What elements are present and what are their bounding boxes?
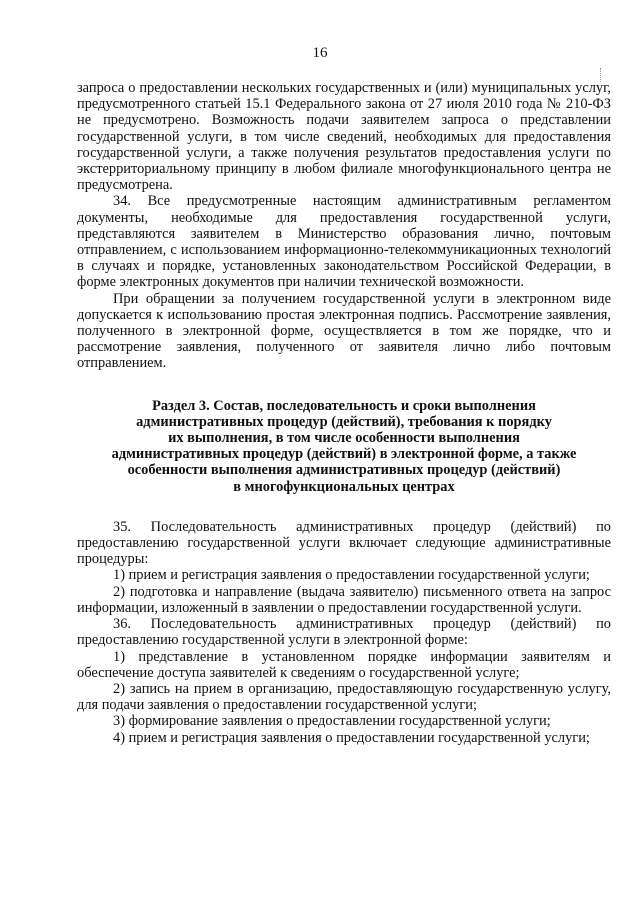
paragraph-continuation: запроса о предоставлении нескольких государственных и (или) муниципальных услуг, предусмотренного статьей 15.1 Федерального закона от 27 июля 2010 года № 210-ФЗ не предусмотрено. Возможность подачи заявителем запроса о представлении государственной услуги, в том числе сведений, необходимых для предоставления государственной услуги, а также получения результатов предоставления услуги по экстерриториальному принципу в любом филиале многофункционального центра не предусмотрена.	[77, 80, 611, 194]
list-item-36-1: 1) представление в установленном порядке информации заявителям и обеспечение доступа заявителей к сведениям о государственной услуге;	[77, 648, 611, 681]
section-heading-line: административных процедур (действий), требования к порядку	[136, 413, 552, 430]
list-item-36-2: 2) запись на прием в организацию, предоставляющую государственную услугу, для подачи заявления о предоставлении государственной услуги;	[77, 680, 611, 714]
list-item-35-1: 1) прием и регистрация заявления о предоставлении государственной услуги;	[113, 567, 590, 584]
paragraph-item-35: 35. Последовательность административных процедур (действий) по предоставлению государственной услуги включает следующие административные процедуры:	[77, 518, 611, 568]
section-heading-line: их выполнения, в том числе особенности выполнения	[168, 430, 520, 447]
section-heading	[77, 398, 611, 495]
section-heading-line: в многофункциональных центрах	[233, 478, 455, 495]
section-heading-line: особенности выполнения административных процедур (действий)	[127, 462, 561, 479]
list-item-36-4: 4) прием и регистрация заявления о предоставлении государственной услуги;	[113, 729, 590, 746]
list-item-36-3: 3) формирование заявления о предоставлении государственной услуги;	[113, 713, 551, 730]
paragraph-item-36: 36. Последовательность административных процедур (действий) по предоставлению государственной услуги в электронной форме:	[77, 616, 611, 649]
paragraph-electronic-signature: При обращении за получением государственной услуги в электронном виде допускается к использованию простая электронная подпись. Рассмотрение заявления, полученного в электронной форме, осуществляется в том же порядке, что и рассмотрение заявления, полученного от заявителя лично либо почтовым отправлением.	[77, 290, 611, 372]
section-heading-line: административных процедур (действий) в электронной форме, а также	[111, 446, 577, 463]
paragraph-item-34: 34. Все предусмотренные настоящим административным регламентом документы, необходимые для предоставления государственной услуги, представляются заявителем в Министерство образования лично, почтовым отправлением, с использованием информационно-телекоммуникационных технологий в случаях и порядке, установленных законодательством Российской Федерации, в форме электронных документов при наличии технической возможности.	[77, 193, 611, 291]
list-item-35-2: 2) подготовка и направление (выдача заявителю) письменного ответа на запрос информации, изложенный в заявлении о предоставлении государственной услуги.	[77, 583, 611, 616]
page-number: 16	[312, 45, 328, 61]
section-heading-line: Раздел 3. Состав, последовательность и сроки выполнения	[152, 397, 536, 414]
page-content	[77, 80, 611, 746]
